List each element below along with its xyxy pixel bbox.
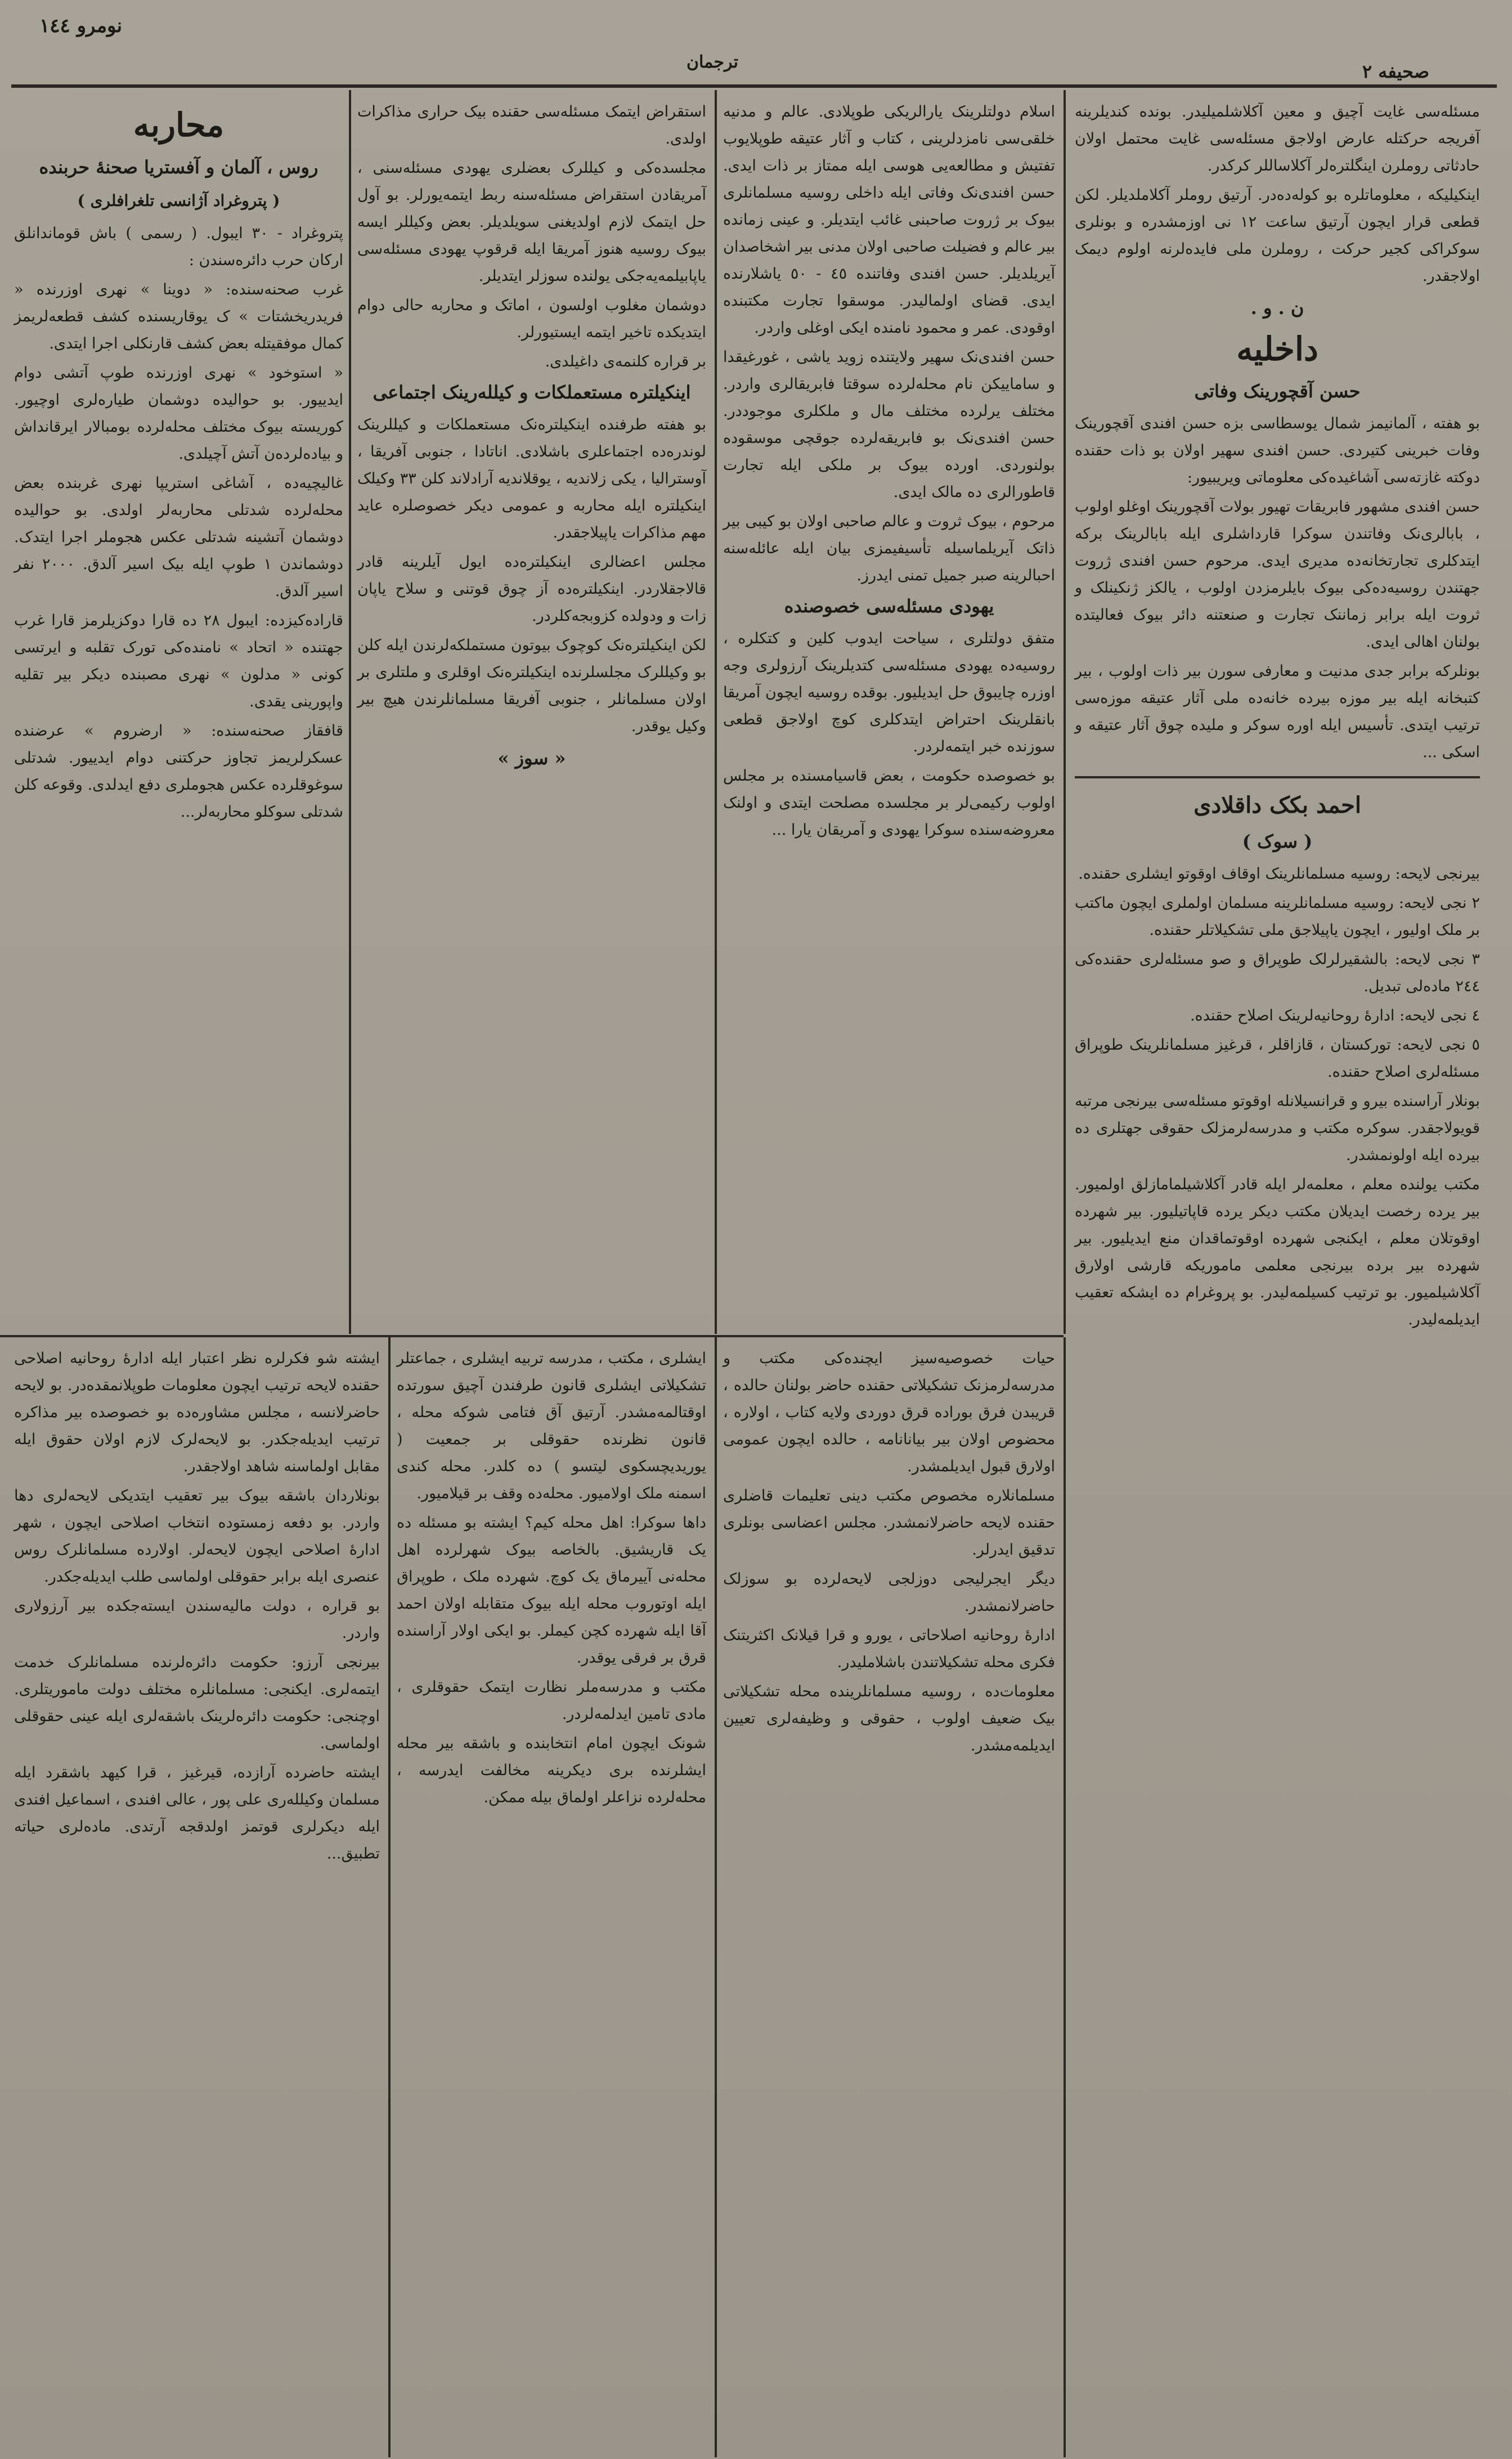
column-3-bottom xyxy=(397,1345,706,2454)
paragraph: شونک ایچون امام انتخابنده و باشقه بیر محله ایشلرنده بری دیکرینه مخالفت ایدرسه ، محله‌لرده نزاعلر اولماق بیله ممکن. xyxy=(397,1735,706,1806)
column-4-top xyxy=(14,98,343,1331)
section-title-dakhiliye: داخلیه xyxy=(1236,330,1318,368)
article-subtitle: ( سوک ) xyxy=(1242,831,1313,852)
paragraph: بیرنجی لایحه: روسیه مسلمانلرینک اوقاف اوقوتو ایشلری حقنده. xyxy=(1078,865,1480,883)
article-title: روس ، آلمان و آفستريا صحنهٔ حربنده xyxy=(39,156,318,178)
newspaper-title: ترجمان xyxy=(687,52,738,72)
paragraph: مسلمانلاره مخصوص مکتب دینی تعلیمات قاضلری حقنده لایحه حاضرلانمشدر. مجلس اعضاسی بونلری تدقیق ایدرلر. xyxy=(723,1487,1055,1558)
article-title: یهودی مسئله‌سی خصوصنده xyxy=(784,595,994,617)
page-number: صحیفه ٢ xyxy=(1362,61,1429,82)
paragraph: مکتب و مدرسه‌ملر نظارت ایتمک حقوقلری ، مادی تامین ایدلمه‌لردر. xyxy=(397,1678,706,1723)
paragraph: حیات خصوصیه‌سیز ایچنده‌کی مکتب و مدرسه‌لرمزنک تشکیلاتی حقنده حاضر بولنان حالده ، قریبدن فرق بوراده قرق دوردی ولایه کتاب ، اولاره ، محضوص اولان بیر بیانانامه ، حالده ایچون عمومی اولارق قبول ایدیلمشدر. xyxy=(723,1350,1055,1475)
column-4-bottom xyxy=(14,1345,380,2454)
column-2-bottom xyxy=(723,1345,1055,2454)
paragraph: مسئله‌سی غایت آچیق و معین آکلاشلمیلیدر. بونده کندیلرینه آفریجه حرکتله عارض اولاجق مسئله‌سی غایت محتمل اولان حادثاتی روملرن اینگلتره‌لر آکلاساللر کرکدر. xyxy=(1075,103,1480,174)
issue-number: نومرو ١٤٤ xyxy=(39,15,123,37)
masthead-rule xyxy=(11,84,1497,88)
paragraph: ایشلری ، مکتب ، مدرسه تربیه ایشلری ، جماعتلر تشکیلاتی ایشلری قانون طرفندن آچیق سورتده اوقتالمه‌مشدر. آرتیق آق فتامی شوکه محله ، قانون نظرنده حقوقلی بر جمعیت ( یوریدیچسکوی لیتسو ) ده کلدر. محله کندی اسمنه ملک اولامیور. محله‌ده وقف بر قیلامیور. xyxy=(397,1350,706,1502)
column-1 xyxy=(1075,98,1480,2451)
article-title: احمد بکک داقلادی xyxy=(1194,792,1361,818)
paragraph: ٥ نجی لایحه: تورکستان ، قازاقلر ، قرغیز مسلمانلرینک طوپراق مسئله‌لری اصلاح حقنده. xyxy=(1075,1036,1480,1081)
paragraph: ایشته حاضرده آرازده، قیرغیز ، قرا کیهد باشقرد ایله مسلمان وکیلله‌ری علی پور ، عالی افندی ، اسماعیل افندی ایله دیکرلری قوتمز اولدقجه آرتدی. ماده‌لری حیاته تطبیق... xyxy=(14,1764,380,1862)
column-3-top xyxy=(357,98,706,1331)
paragraph: اسلام دولتلرینک یارالریکی طوپلادی. عالم و مدنیه خلقی‌سی نامزدلرینی ، کتاب و آثار عتیقه طوپلایوب تفتیش و مطالعه‌یی هوسی ایله ممتاز بر ذات ایدی. حسن افندی‌نک وفاتی ایله داخلی روسیه مسلمانلری بیوک بر ژروت صاحبنی غائب ایتدیلر. و عینی زمانده بیر عالم و فضیلت صاحبی اولان مدنی بیر اشخاصدان آیریلدیلر. حسن افندی وفاتنده ٤٥ - ٥٠ یاشلارنده ایدی. قضای اولمالیدر. موسقوا تجارت مکتبنده اوقودی. عمر و محمود نامنده ایکی اوغلی واردر. xyxy=(723,103,1055,337)
paragraph: قافقاز صحنه‌سنده: « ارضروم » عرضنده عسکرلریمز تجاوز حرکتنی دوام ایدییور. شدتلی سوغوقلرده عکس هجوملری دفع ایدلدی. وقوعه کلن شدتلی سوکلو محاربه‌لر... xyxy=(14,722,343,821)
article-rule xyxy=(1075,776,1480,778)
paragraph: متفق دولتلری ، سیاحت ایدوب کلین و کتکلره ، روسیه‌ده یهودی مسئله‌سی کتدیلرینک آرزولری وجه اوزره چایبوق حل ایدیلیور. بوقده روسیه ایچون آمریقا بانقلرینک احتراض ایتدکلری کوچ اولاجق قطعی سوزنده خبر ایتمه‌لردر. xyxy=(723,630,1055,755)
section-rule xyxy=(0,1335,1064,1337)
paragraph: « استوخود » نهری اوزرنده طوپ آتشی دوام ایدییور. بو حوالیده دوشمان طیاره‌لری اوچیور. کوریسته بیوک مختلف محله‌لرده بومبالار ایرقانداش و بیاده‌لرده‌ن آتش آچیلدی. xyxy=(14,364,343,463)
article-title: حسن آقچورینک وفاتی xyxy=(1194,380,1361,402)
paragraph: ٣ نجی لایحه: بالشقیرلرلک طوپراق و صو مسئله‌لری حقنده‌کی ٢٤٤ ماده‌لی تبدیل. xyxy=(1075,951,1480,995)
signature: ن . و . xyxy=(1250,297,1304,319)
masthead xyxy=(23,5,1486,82)
paragraph: قاراده‌کیزده: ایبول ٢٨ ده قارا دوکزیلرمز قارا غرب جهتنده « اتحاد » نامنده‌کی تورک تقلبه و ایرتسی کونی « مدلون » نهری مصبنده دیکر بیر تقلیه واپورینی یقدی. xyxy=(14,612,343,710)
column-rule xyxy=(1064,1337,1066,2457)
paragraph: اینکیلیکه ، معلوماتلره بو کوله‌ده‌در. آرتیق روملر آکلاملدیلر. لکن قطعی قرار ایچون آرتیق ساعت ١٢ نی اوزمشدره و بونلری سوکراکی کجیر حرکت ، روملرن ملی فایده‌لرنه اولوم دیمک اولاجقدر. xyxy=(1075,186,1480,285)
column-rule xyxy=(1064,90,1066,1334)
column-rule xyxy=(715,1337,717,2457)
paragraph: بیرنجی آرزو: حکومت دائره‌لرنده مسلمانلرک خدمت ایتمه‌لری. ایکنجی: مسلمانلره مختلف دولت ماموریتلری. اوچنجی: حکومت دائره‌لرینک باشقه‌لری ایله عینی حقوقلی اولماسی. xyxy=(14,1654,380,1752)
paragraph: غاليچيه‌ده ، آشاغی استريپا نهری غربنده بعض محله‌لرده شدتلی محاربه‌لر اولدی. بو حوالیده دوشمان آتشینه شدتلی عکس هجوملر اجرا ایتدک. دوشماندن ١ طوپ ایله بیک اسیر آلدق. ٢٠٠٠ نفر اسیر آلدق. xyxy=(14,474,343,600)
column-2-top xyxy=(723,98,1055,1331)
paragraph: دوشمان مغلوب اولسون ، اماتک و محاربه حالی دوام ایتدیکده تاخیر ایتمه ایستیورلر. xyxy=(357,297,706,341)
paragraph: بو هفته طرفنده اینکیلتره‌نک مستعملکات و کیللرینک لوندره‌ده اجتماعلری باشلادی. اناتادا ، جنوبی آفریقا ، آوستراليا ، یکی زلاندیه ، یوقلاندیه آرادلاند کلن ٣٣ وکیلک اینکیلتره ایله محاربه و عمومی دیکر خصوصلره عاید مهم مذاکرات یاپیلاجقدر. xyxy=(357,416,706,541)
paragraph: بو قراره ، دولت مالیه‌سندن ایسته‌جکده بیر آرزولاری واردر. xyxy=(14,1597,380,1642)
section-title-war: محاربه xyxy=(133,106,225,144)
paragraph: بونلرکه برابر جدی مدنیت و معارفی سورن بیر ذات اولوب ، بیر کتبخانه ایله بیر موزه بیرده خانه‌ده ملی آثار عتیقه موزه‌سی ترتیب ایتدی. تأسیس ایله اوره سوکر و ملیده چوق آثار عتیقه و اسکی ... xyxy=(1075,662,1480,761)
paragraph: معلومات‌ده ، روسیه مسلمانلرینده محله تشکیلاتی بیک ضعیف اولوب ، حقوقی و وظیفه‌لری تعیین ایدیلمه‌مشدر. xyxy=(723,1683,1055,1754)
paragraph: حسن افندی‌نک سهیر ولایتنده زوید یاشی ، غورغیقدا و ساماییکن نام محله‌لرده سوقتا فابریقالری واردر. مختلف یرلرده مختلف مال و ملکلری موجوددر. حسن افندی‌نک بو فابریقه‌لرده جوقچی موسقوده بولنوردی. اورده بیوک بر ملکی ایله تجارت قاطورالری ده مالک ایدی. xyxy=(723,348,1055,501)
paragraph: ٤ نجی لایحه: ادارهٔ روحانیه‌لرینک اصلاح حقنده. xyxy=(1190,1007,1480,1024)
paragraph: دیگر ایجرلیجی دوزلجی لایحه‌لرده بو سوزلک حاضرلانمشدر. xyxy=(723,1570,1055,1615)
paragraph: لکن اینکیلتره‌نک کوچوک بیوتون مستملکه‌لرندن ایله کلن بو وکیللرک مجلسلرنده اینکیلتره‌نک اوقلری و ملتلری بر اولان مسلمانلر ، جنوبی آفریقا مسلمانلرندن هیچ بیر وکیل یوقدر. xyxy=(357,637,706,735)
paragraph: مکتب یولنده معلم ، معلمه‌لر ایله قادر آکلاشیلمامازلق اولمیور. بیر یرده رخصت ایدیلان مکتب دیکر یرده قاپاتیلیور. بیر شهرده اوقوتلان معلم ، ایکنجی شهرده اوقوتماقدان منع ایدیلیور. بیر شهرده بیر برده بیرنجی معلمی ماموریکه قارشی اولارق آکلاشیلمیور. بو ترتیب کسیلمه‌لیدر. بو پروغرام ده ایشکه تعقیب ایدیلمه‌لیدر. xyxy=(1075,1176,1480,1328)
paragraph: مرحوم ، بیوک ثروت و عالم صاحبی اولان بو کیبی بیر ذاتک آیریلماسیله تأسیفیمزی بیان ایله عائله‌سنه احبالرینه صبر جمیل تمنی ایدرز. xyxy=(723,513,1055,584)
signature: « سوز » xyxy=(497,747,566,769)
paragraph: ادارهٔ روحانیه اصلاحاتی ، یورو و قرا قیلانک اکثریتنک فکری محله تشکیلاتندن باشلاملیدر. xyxy=(723,1627,1055,1671)
paragraph: پتروغراد - ٣٠ ايبول. ( رسمی ) باش قوماندانلق اركان حرب دائره‌سندن : xyxy=(14,225,343,269)
paragraph: مجلس اعضالری اینکیلتره‌ده ایول آیلرینه قادر قالاجقلاردر. اینکیلتره‌ده آز چوق قوتنی و سلاح یاپان زات و ودولده کزوبجه‌کلردر. xyxy=(357,553,706,625)
column-rule xyxy=(388,1337,391,2457)
paragraph: داها سوکرا: اهل محله کیم؟ ایشته بو مسئله ده یک قاریشیق. بالخاصه بیوک شهرلرده اهل محله‌نی آییرماق یک کوچ. شهرده ملک ، طوپراق ایله اوتوروب محله ایله بیوک متقابله اولان احمد آقا ایله شهرده کچن کیملر. بو ایکی اولار آراسنده قرق بر فرقی یوقدر. xyxy=(397,1514,706,1667)
paragraph: بر قراره کلنمه‌ی داغیلدی. xyxy=(545,353,706,370)
paragraph: بونلار آراسنده بیرو و قرانسیلانله اوقوتو مسئله‌سی بیرنجی مرتبه قویولاجقدر. سوکره مکتب و مدرسه‌لرمزلک حقوقی جهتلری ده بیرده ایله اولونمشدر. xyxy=(1075,1092,1480,1164)
paragraph: مجلسده‌کی و کیللرک بعضلری یهودی مسئله‌سنی ، آمریقادن استقراض مسئله‌سنه ربط ایتمه‌یورلر. بو آول حل ایتمک لازم اولدیغنی سویلدیلر. بعض وکیللر ایسه بیوک روسیه هنوز آمریقا ایله قرقوپ یهودی مسئله‌سی یاپابیلمه‌یه‌جکی یولنده سوزلر ایتدیلر. xyxy=(357,159,706,285)
column-rule xyxy=(349,90,351,1334)
paragraph: استقراض ایتمک مسئله‌سی حقنده بیک حراری مذاکرات اولدی. xyxy=(357,103,706,147)
paragraph: ایشته شو فکرلره نظر اعتبار ایله ادارهٔ روحانیه اصلاحی حقنده لایحه ترتیب ایچون معلومات طوپلانمقده‌در. بو لایحه حاضرلانسه ، مجلس مشاوره‌ده بو خصوصده بیر مذاکره ترتیب ایدیله‌جکدر. بو لایحه‌لرک لازم اولان حقوق ایله مقابل اولماسنه شاهد اولاجقدر. xyxy=(14,1350,380,1475)
paragraph: ٢ نجی لایحه: روسیه مسلمانلرینه مسلمان اولملری ایچون ماکتب بر ملک اولیور ، ایچون یاپیلاجق ملی تشکیلاتلر حقنده. xyxy=(1075,894,1480,939)
column-rule xyxy=(715,90,717,1334)
paragraph: بو هفته ، آلمانیمز شمال یوسطاسی بزه حسن افندی آقچورینک وفات خبرینی کتیردی. حسن افندی سهیر اولان بو ذات حقنده دوکته غازته‌سی آشاغیده‌کی معلوماتی ویریبیور: xyxy=(1075,415,1480,486)
article-subtitle: ( پتروغراد آژانسی تلغرافلری ) xyxy=(77,191,280,210)
paragraph: بو خصوصده حکومت ، بعض قاسیامسنده بر مجلس اولوب رکیمی‌لر بر مجلسده مصلحت ایتدی و اولنک معروضه‌سنده سوکرا یهودی و آمریقان یارا ... xyxy=(723,767,1055,839)
paragraph: غرب صحنه‌سنده: « دوینا » نهری اوزرنده « فریدریخشتات » ک یوقاریسنده کشف قطعه‌لریمز کمال موفقیتله بعض کشف قارنکلی اجرا ایتدی. xyxy=(14,281,343,352)
paragraph: حسن افندی مشهور فابریقات تهیور بولات آقچورینک اوغلو اولوب ، بابالری‌نک وفاتندن سوکرا قارداشلری ایله بابالرینک برکه ایتدکلری تجارتخانه‌ده مدیری ایدی. مرحوم حسن افندی ژروت جهتندن روسیه‌ده‌کی بیوک بایلرمزدن اولوب ، یالکز ژنکینلک و ثروت ایله برابر زماننک تجارت و صنعتنه دائر بیوک فعالیتده بولنان اهالی ایدی. xyxy=(1075,498,1480,651)
paragraph: بونلاردان باشقه بیوک بیر تعقیب ایتدیکی لایحه‌لری دها واردر. بو دفعه زمستوده انتخاب اصلاحی ایچون ، شهر ادارهٔ اصلاحی ایچون لایحه‌لر. اولارده مسلمانلرک روس عنصری ایله برابر حقوقلی اولماسی طلب ایدیله‌جکدر. xyxy=(14,1487,380,1585)
article-title: اینکیلتره مستعملکات و کیلله‌رینک اجتماعی xyxy=(373,382,691,403)
